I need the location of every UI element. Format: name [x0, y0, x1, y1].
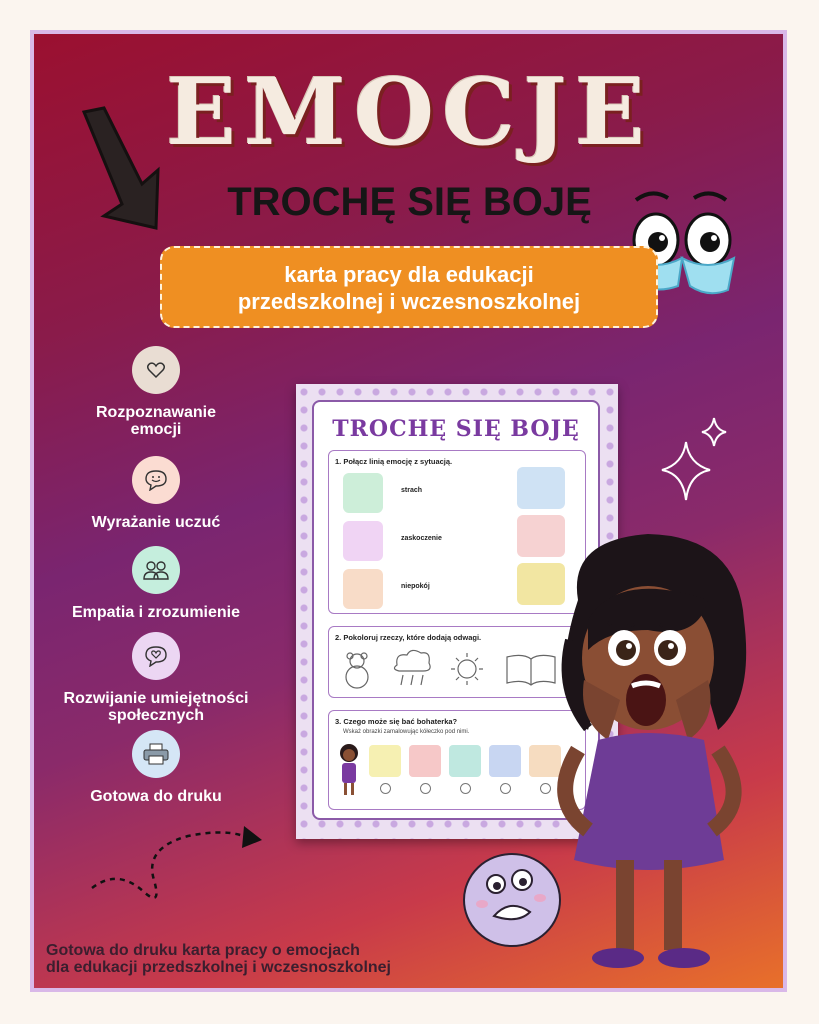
- printer-icon: [132, 730, 180, 778]
- feature-label: Rozpoznawanie: [95, 404, 216, 421]
- feature-empathy: [58, 546, 254, 621]
- feature-label: emocji: [130, 421, 182, 438]
- exercise-1-question: 1. Połącz linią emocję z sytuacją.: [335, 457, 453, 466]
- scared-face-image: [343, 473, 383, 513]
- emotion-label: strach: [401, 487, 423, 494]
- exercise-3-question: 3. Czego może się bać bohaterka?: [335, 717, 458, 726]
- answer-circle[interactable]: [460, 783, 471, 794]
- feature-label: społecznych: [107, 707, 205, 724]
- surprised-face-image: [343, 521, 383, 561]
- answer-circle[interactable]: [420, 783, 431, 794]
- night-image: [489, 745, 521, 777]
- answer-circle[interactable]: [380, 783, 391, 794]
- people-icon: [132, 546, 180, 594]
- speech-heart-icon: [132, 632, 180, 680]
- feature-expression: [58, 456, 254, 531]
- heart-icon: [132, 346, 180, 394]
- scared-girl-illustration: [548, 530, 764, 980]
- page-subtitle: TROCHĘ SIĘ BOJĘ: [227, 180, 592, 224]
- feature-print-ready: [58, 730, 254, 805]
- coloring-images: [337, 647, 577, 693]
- worried-face-image: [343, 569, 383, 609]
- cake-image: [409, 745, 441, 777]
- feature-label: Rozwijanie umiejętności: [63, 690, 249, 707]
- footer-line-1: Gotowa do druku karta pracy o emocjach: [46, 942, 360, 959]
- emotion-label: niepokój: [401, 583, 430, 590]
- page-title: EMOCJE: [166, 58, 653, 166]
- spider-image: [369, 745, 401, 777]
- speech-smile-icon: [132, 456, 180, 504]
- girl-image: [335, 741, 363, 799]
- feature-label: Empatia i zrozumienie: [71, 604, 241, 621]
- storm-image: [449, 745, 481, 777]
- feature-social-skills: [58, 632, 254, 724]
- subtitle-banner: [160, 246, 658, 328]
- footer-caption: [46, 942, 391, 976]
- emotion-label: zaskoczenie: [401, 535, 442, 542]
- answer-circle[interactable]: [500, 783, 511, 794]
- footer-line-2: dla edukacji przedszkolnej i wczesnoszkolnej: [46, 959, 391, 976]
- situation-image: [517, 467, 565, 509]
- worksheet-title: TROCHĘ SIĘ BOJĘ: [332, 416, 580, 442]
- banner-line-2: przedszkolnej i wczesnoszkolnej: [237, 289, 581, 314]
- dotted-arrow-icon: [88, 818, 268, 906]
- sparkle-icon: [656, 412, 736, 504]
- exercise-2-question: 2. Pokoloruj rzeczy, które dodają odwagi.: [335, 633, 482, 642]
- feature-label: Gotowa do druku: [90, 788, 222, 805]
- exercise-3-hint: Wskaż obrazki zamalowując kółeczko pod nimi.: [343, 729, 470, 735]
- feature-label: Wyrażanie uczuć: [91, 514, 221, 531]
- banner-line-1: karta pracy dla edukacji: [284, 262, 534, 287]
- feature-recognition: [58, 346, 254, 438]
